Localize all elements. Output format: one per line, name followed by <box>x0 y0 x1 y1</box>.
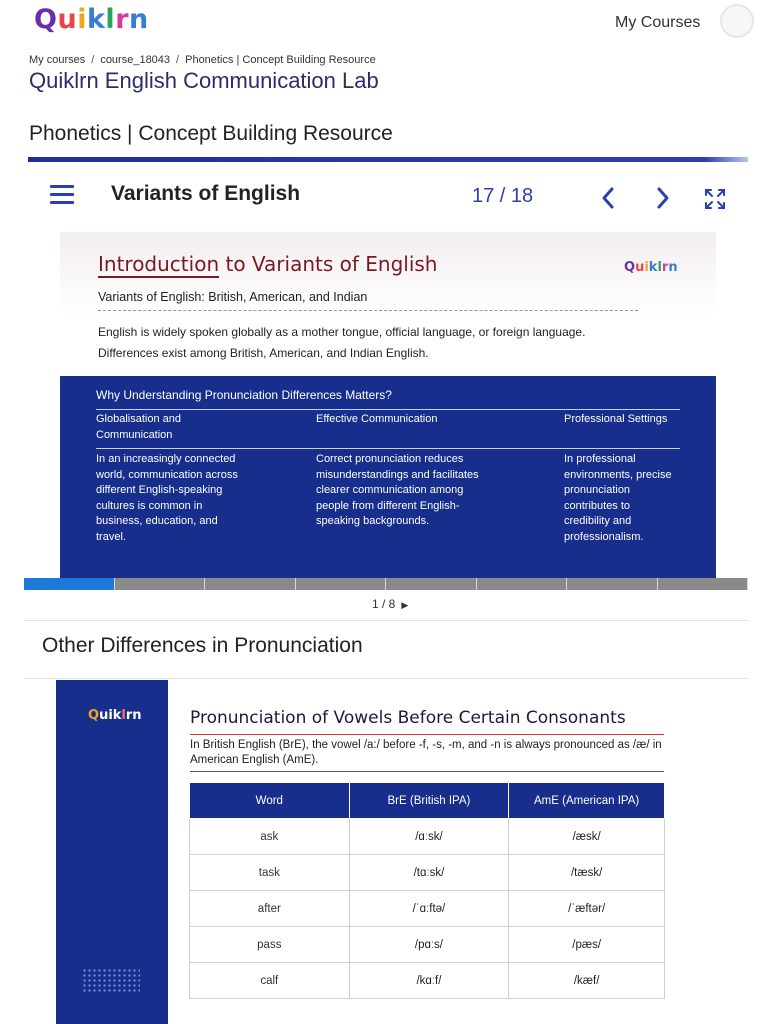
logo-letter: n <box>129 4 149 35</box>
page-counter: 17 / 18 <box>472 185 534 207</box>
hamburger-menu-icon[interactable] <box>50 185 76 205</box>
resource-viewer <box>28 170 748 590</box>
info-column-head: Professional Settings <box>564 413 668 425</box>
pager-next-icon[interactable]: ▶ <box>401 600 409 610</box>
table-row <box>190 891 665 927</box>
info-column-text: In professional environments, precise pronunciation contributes to credibility and professionalism. <box>564 453 672 543</box>
next-page-button[interactable] <box>648 180 678 216</box>
breadcrumb-separator: / <box>176 54 180 66</box>
breadcrumb-resource[interactable]: Phonetics | Concept Building Resource <box>185 54 376 66</box>
slide-body: English is widely spoken globally as a mother tongue, official language, or foreign language. Differences exist among British, American, and Indian English. <box>98 325 586 360</box>
logo-letter: l <box>105 4 116 35</box>
info-column-text: Correct pronunciation reduces misunderstandings and facilitates clearer communication among people from different English-speaking backgrounds. <box>316 453 479 527</box>
breadcrumb-separator: / <box>91 54 95 66</box>
table-cell: /æsk/ <box>509 819 665 855</box>
table-cell: /pæs/ <box>509 927 665 963</box>
slide-content <box>56 680 748 1024</box>
table-row <box>190 855 665 891</box>
progress-segment[interactable] <box>205 578 296 590</box>
slide-heading: Introduction to Variants of English <box>98 252 438 276</box>
viewer-title: Variants of English <box>111 182 301 205</box>
column-header: BrE (British IPA) <box>349 783 509 819</box>
decorative-dots <box>82 968 140 994</box>
progress-segment[interactable] <box>658 578 749 590</box>
quiklrn-logo[interactable] <box>34 4 149 35</box>
progress-segment[interactable] <box>477 578 568 590</box>
table-cell: /tɑːsk/ <box>349 855 509 891</box>
expand-icon <box>704 188 726 210</box>
progress-segment[interactable] <box>386 578 477 590</box>
course-title: Quiklrn English Communication Lab <box>29 68 379 93</box>
section-title: Other Differences in Pronunciation <box>42 634 363 657</box>
slide-sidebar <box>56 680 168 1024</box>
breadcrumb-course[interactable]: course_18043 <box>100 54 171 66</box>
logo-letter: Q <box>34 4 58 35</box>
table-row <box>190 963 665 999</box>
table-cell: /pɑːs/ <box>349 927 509 963</box>
table-cell: after <box>190 891 350 927</box>
slide-content <box>60 232 716 590</box>
table-cell: /ˈæftər/ <box>509 891 665 927</box>
slide-pager-label: 1 / 8 <box>372 597 396 611</box>
table-cell: pass <box>190 927 350 963</box>
section-title: Phonetics | Concept Building Resource <box>29 122 393 145</box>
previous-page-button[interactable] <box>593 180 623 216</box>
top-bar <box>0 0 768 48</box>
slide-body: In British English (BrE), the vowel /a:/ before -f, -s, -m, and -n is always pronounced as /æ/ in American English (AmE). <box>190 739 662 766</box>
table-cell: task <box>190 855 350 891</box>
info-column <box>564 412 674 545</box>
progress-segment[interactable] <box>115 578 206 590</box>
info-column <box>316 412 486 530</box>
table-cell: /kɑːf/ <box>349 963 509 999</box>
column-header: AmE (American IPA) <box>509 783 665 819</box>
section-accent-bar <box>28 157 748 162</box>
column-header: Word <box>190 783 350 819</box>
chevron-left-icon <box>600 186 616 210</box>
my-courses-link[interactable]: My Courses <box>615 14 701 31</box>
table-cell: /tæsk/ <box>509 855 665 891</box>
logo-letter: r <box>115 4 130 35</box>
chevron-right-icon <box>655 186 671 210</box>
slide-subtitle: Variants of English: British, American, and Indian <box>98 290 368 304</box>
logo-letter: k <box>86 4 106 35</box>
table-row <box>190 927 665 963</box>
info-column-text: In an increasingly connected world, communication across different English-speaking cultures is common in business, education, and travel. <box>96 453 238 543</box>
table-cell: calf <box>190 963 350 999</box>
info-column-head: Effective Communication <box>316 413 438 425</box>
slide-pager <box>372 597 408 611</box>
table-cell: /kæf/ <box>509 963 665 999</box>
info-box <box>60 376 716 580</box>
table-row <box>190 819 665 855</box>
user-avatar[interactable] <box>720 4 754 38</box>
slide-heading: Pronunciation of Vowels Before Certain Consonants <box>190 708 626 728</box>
progress-segment[interactable] <box>296 578 387 590</box>
slide-progress-bar[interactable] <box>24 578 748 590</box>
table-cell: /ɑːsk/ <box>349 819 509 855</box>
info-column <box>96 412 246 545</box>
info-column-head: Globalisation and Communication <box>96 413 182 441</box>
logo-letter: i <box>77 4 87 35</box>
viewer-toolbar <box>28 170 748 228</box>
pronunciation-table <box>189 782 665 999</box>
slide-logo: Quiklrn <box>624 260 678 275</box>
progress-segment[interactable] <box>24 578 115 590</box>
table-cell: /ˈɑːftə/ <box>349 891 509 927</box>
logo-letter: u <box>57 4 78 35</box>
table-header-row <box>190 783 665 819</box>
progress-segment[interactable] <box>567 578 658 590</box>
table-cell: ask <box>190 819 350 855</box>
info-box-title: Why Understanding Pronunciation Differences Matters? <box>96 388 392 402</box>
breadcrumb-my-courses[interactable]: My courses <box>29 54 86 66</box>
fullscreen-button[interactable] <box>704 188 726 210</box>
breadcrumb <box>29 54 376 66</box>
slide-logo: Quiklrn <box>88 708 142 723</box>
